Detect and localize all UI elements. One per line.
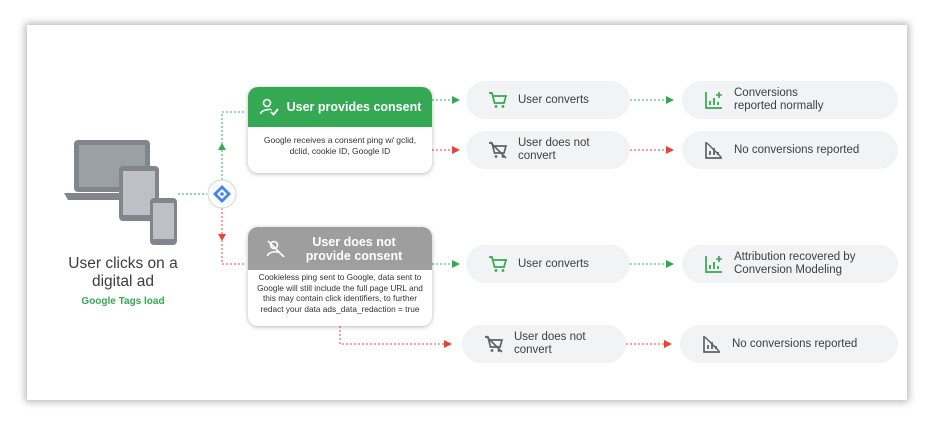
connector-up [222, 112, 246, 180]
consent-none-reported-label: No conversions reported [734, 143, 860, 156]
no-consent-description: Cookieless ping sent to Google, data sent to Google will still include the full page URL and this may contain click identifiers, to further redact your data ads_data_redaction = true [257, 272, 423, 314]
cart-icon [488, 90, 508, 110]
noconsent-converts-pill [466, 245, 630, 283]
google-tag-manager-icon [208, 180, 236, 208]
reported-normally-pill [682, 81, 898, 119]
chart-off-icon [702, 334, 722, 354]
chart-plus-icon [704, 254, 724, 274]
person-slash-icon [266, 239, 286, 259]
consent-converts-pill [466, 81, 630, 119]
no-consent-title: User does not provide consent [305, 234, 403, 263]
noconsent-none-reported-label: No conversions reported [732, 337, 858, 350]
chart-off-icon [704, 140, 724, 160]
tags-load-caption: Google Tags load [81, 296, 165, 307]
consent-no-convert-pill [466, 131, 630, 169]
laptop-tablet-phone-icon [64, 140, 177, 245]
consent-description: Google receives a consent ping w/ gclid, dclid, cookie ID, Google ID [263, 135, 417, 156]
consent-card-header [248, 87, 432, 127]
chart-plus-icon [704, 90, 724, 110]
modeling-pill [682, 245, 898, 283]
no-consent-card-header [248, 227, 432, 270]
connector-down [222, 208, 246, 264]
person-check-icon [259, 97, 279, 117]
no-consent-card [248, 227, 432, 326]
consent-card [248, 87, 432, 173]
cart-icon [488, 254, 508, 274]
noconsent-converts-label: User converts [518, 257, 589, 270]
noconsent-no-convert-label: User does not convert [514, 331, 586, 356]
modeling-label: Attribution recovered by Conversion Modeling [734, 251, 856, 276]
noconsent-no-convert-pill [462, 325, 626, 363]
arrow-up [218, 143, 226, 150]
consent-no-convert-label: User does not convert [518, 137, 590, 162]
cart-off-icon [484, 334, 504, 354]
consent-title: User provides consent [286, 100, 422, 114]
noconsent-none-reported-pill [680, 325, 898, 363]
consent-converts-label: User converts [518, 93, 589, 106]
consent-none-reported-pill [682, 131, 898, 169]
start-caption: User clicks on a digital ad [68, 255, 178, 290]
cart-off-icon [488, 140, 508, 160]
arrow-down [218, 234, 226, 241]
reported-normally-label: Conversions reported normally [734, 87, 824, 112]
